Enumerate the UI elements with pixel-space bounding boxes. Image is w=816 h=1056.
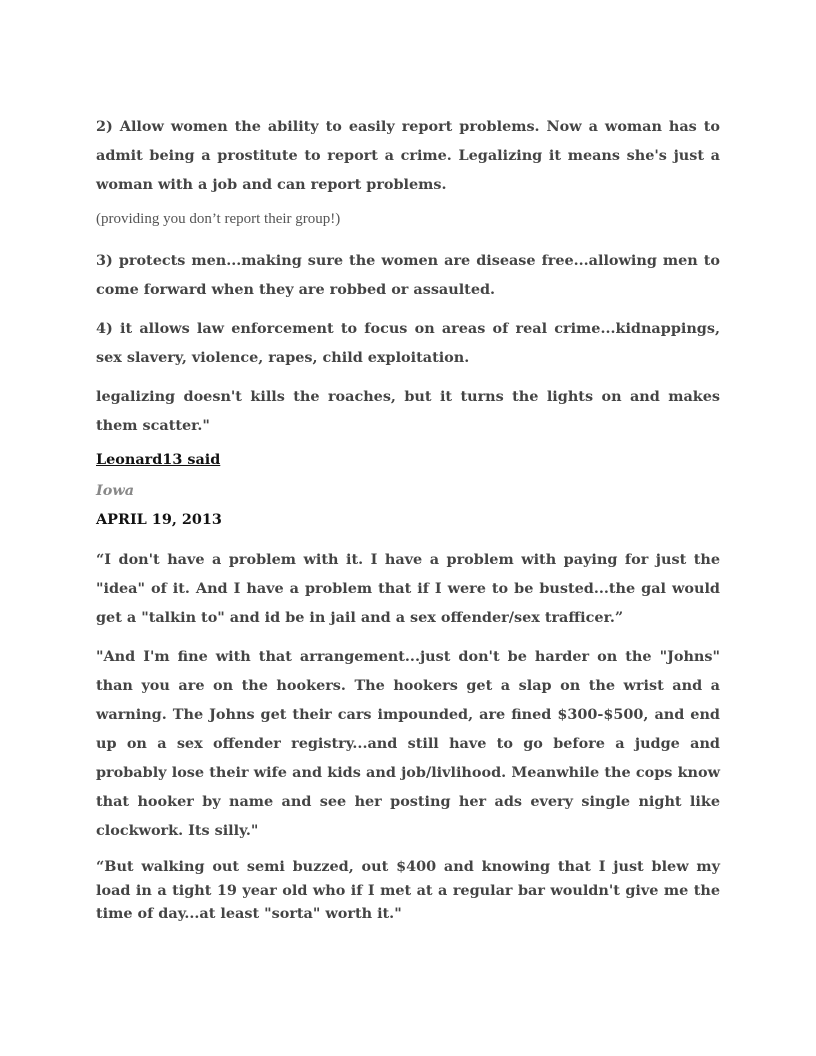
- comment-quote-3: “But walking out semi buzzed, out $400 and knowing that I just blew my load in a tight 19 year old who if I met at a regular bar wouldn't give me the time of day...at least "sorta" worth it.": [96, 858, 720, 922]
- point-3-paragraph: 3) protects men...making sure the women are disease free...allowing men to come forward when they are robbed or assaulted.: [96, 252, 720, 298]
- comment-quote-1: “I don't have a problem with it. I have a problem with paying for just the "idea" of it. And I have a problem that if I were to be busted...the gal would get a "talkin to" and id be in jail and a sex offender/sex trafficer.”: [96, 551, 720, 626]
- closing-paragraph: legalizing doesn't kills the roaches, but it turns the lights on and makes them scatter.": [96, 388, 720, 434]
- point-2-paragraph: 2) Allow women the ability to easily report problems. Now a woman has to admit being a prostitute to report a crime. Legalizing it means she's just a woman with a job and can report problems.: [96, 118, 720, 193]
- comment-quote-2: "And I'm fine with that arrangement...just don't be harder on the "Johns" than you are on the hookers. The hookers get a slap on the wrist and a warning. The Johns get their cars impounded, are fined $300-$500, and end up on a sex offender registry...and still have to go before a judge and probably lose their wife and kids and job/livlihood. Meanwhile the cops know that hooker by name and see her posting her ads every single night like clockwork. Its silly.": [96, 648, 720, 839]
- comment-date: APRIL 19, 2013: [96, 511, 222, 528]
- comment-author-link[interactable]: Leonard13 said: [96, 451, 221, 468]
- comment-block: [96, 450, 720, 926]
- comment-location: Iowa: [96, 482, 135, 499]
- aside-note: (providing you don’t report their group!): [96, 211, 341, 227]
- point-4-paragraph: 4) it allows law enforcement to focus on areas of real crime...kidnappings, sex slavery, violence, rapes, child exploitation.: [96, 320, 720, 366]
- document-page: [96, 112, 720, 936]
